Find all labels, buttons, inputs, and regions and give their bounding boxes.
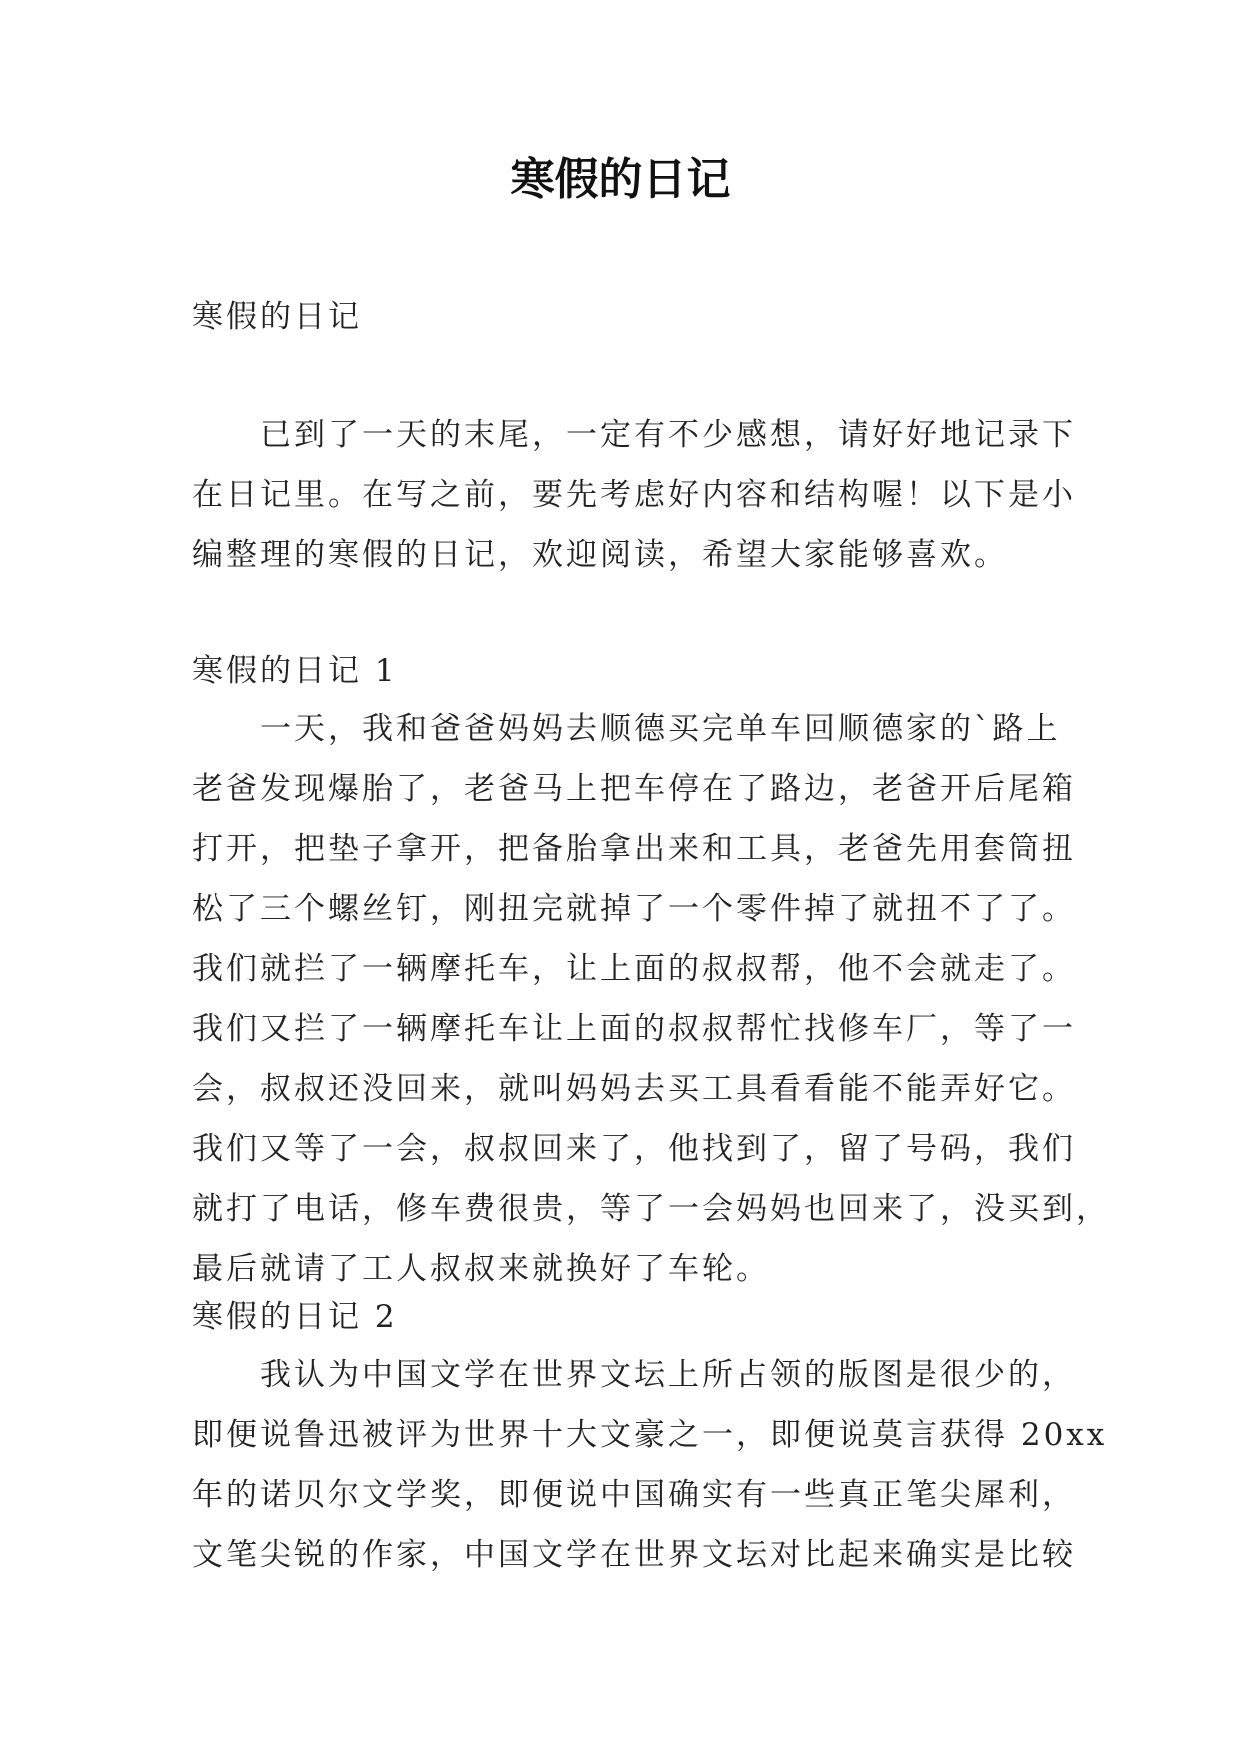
paragraph-line: 老爸发现爆胎了，老爸马上把车停在了路边，老爸开后尾箱 <box>192 771 1076 807</box>
paragraph-line: 最后就请了工人叔叔来就换好了车轮。 <box>192 1251 770 1287</box>
paragraph-line: 我们就拦了一辆摩托车，让上面的叔叔帮，他不会就走了。 <box>192 951 1076 987</box>
paragraph-line: 我认为中国文学在世界文坛上所占领的版图是很少的， <box>192 1357 1076 1393</box>
paragraph-line: 年的诺贝尔文学奖，即便说中国确实有一些真正笔尖犀利， <box>192 1477 1076 1513</box>
intro-line: 已到了一天的末尾，一定有不少感想，请好好地记录下 <box>192 417 1076 453</box>
page-title: 寒假的日记 <box>510 154 731 205</box>
intro-paragraph <box>192 405 1076 585</box>
section-heading-1: 寒假的日记 1 <box>192 653 398 689</box>
paragraph-line: 文笔尖锐的作家，中国文学在世界文坛对比起来确实是比较 <box>192 1537 1076 1573</box>
paragraph-line: 一天，我和爸爸妈妈去顺德买完单车回顺德家的`路上 <box>192 711 1061 747</box>
intro-line: 在日记里。在写之前，要先考虑好内容和结构喔！以下是小 <box>192 477 1076 513</box>
paragraph-line: 我们又拦了一辆摩托车让上面的叔叔帮忙找修车厂，等了一 <box>192 1011 1076 1047</box>
paragraph-line: 松了三个螺丝钉，刚扭完就掉了一个零件掉了就扭不了了。 <box>192 891 1076 927</box>
section-paragraph-1 <box>192 699 1110 1299</box>
paragraph-line: 就打了电话，修车费很贵，等了一会妈妈也回来了，没买到， <box>192 1191 1110 1227</box>
paragraph-line: 打开，把垫子拿开，把备胎拿出来和工具，老爸先用套筒扭 <box>192 831 1076 867</box>
paragraph-line: 我们又等了一会，叔叔回来了，他找到了，留了号码，我们 <box>192 1131 1076 1167</box>
document-subtitle: 寒假的日记 <box>192 299 362 335</box>
paragraph-line: 会，叔叔还没回来，就叫妈妈去买工具看看能不能弄好它。 <box>192 1071 1076 1107</box>
intro-line: 编整理的寒假的日记，欢迎阅读，希望大家能够喜欢。 <box>192 537 1008 573</box>
section-paragraph-2 <box>192 1345 1108 1585</box>
section-heading-2: 寒假的日记 2 <box>192 1299 398 1335</box>
paragraph-line: 即便说鲁迅被评为世界十大文豪之一，即便说莫言获得 20xx <box>192 1417 1108 1453</box>
